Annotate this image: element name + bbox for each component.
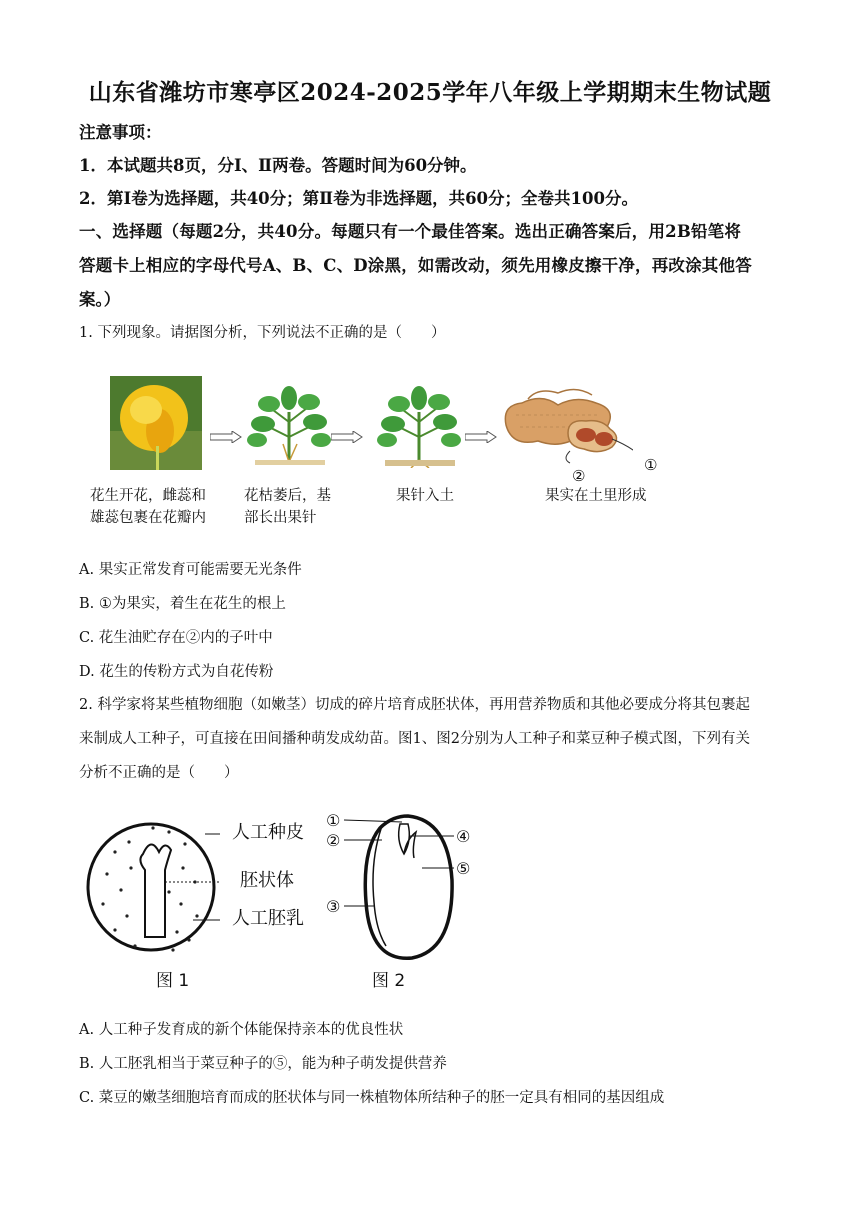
page-title: 山东省潍坊市寒亭区2024-2025学年八年级上学期期末生物试题 — [88, 79, 772, 106]
caption-2b: 部长出果针 — [244, 510, 317, 526]
q1-stem: 1. 下列现象。请据图分析，下列说法不正确的是（ ） — [79, 325, 446, 341]
q2-stem-2: 来制成人工种子，可直接在田间播种萌发成幼苗。图1、图2分别为人工种子和菜豆种子模式图，下列有关 — [79, 731, 750, 747]
bean-seed-diagram — [326, 810, 476, 974]
peanut-plant-image — [245, 382, 333, 472]
caption-4: 果实在土里形成 — [545, 488, 647, 504]
section-1-line-2: 答题卡上相应的字母代号A、B、C、D涂黑，如需改动，须先用橡皮擦干净，再改涂其他答 — [79, 256, 752, 275]
fig2-label-2: ② — [326, 831, 341, 850]
fig2-label-1: ① — [326, 811, 341, 830]
figure-2-caption: 图 2 — [372, 971, 406, 991]
label-embryoid: 胚状体 — [240, 870, 294, 891]
caption-2a: 花枯萎后，基 — [244, 488, 331, 504]
arrow-icon — [210, 428, 242, 447]
fig2-label-5: ⑤ — [456, 859, 471, 878]
peanut-flower-image — [110, 376, 202, 470]
peanut-plant-peg-image — [375, 382, 463, 472]
notes-item-2: 2．第Ⅰ卷为选择题，共40分；第Ⅱ卷为非选择题，共60分；全卷共100分。 — [79, 189, 638, 208]
fig2-label-3: ③ — [326, 897, 341, 916]
label-1: ① — [644, 456, 658, 474]
notes-item-1: 1．本试题共8页，分Ⅰ、Ⅱ两卷。答题时间为60分钟。 — [79, 156, 477, 175]
label-artificial-seed-coat: 人工种皮 — [232, 822, 304, 843]
caption-3: 果针入土 — [396, 488, 454, 504]
caption-1b: 雄蕊包裹在花瓣内 — [90, 510, 206, 526]
label-2: ② — [572, 467, 586, 485]
q1-option-d: D. 花生的传粉方式为自花传粉 — [79, 664, 274, 680]
q2-option-a: A. 人工种子发育成的新个体能保持亲本的优良性状 — [79, 1022, 404, 1038]
notes-heading: 注意事项： — [79, 123, 162, 142]
arrow-icon — [331, 428, 363, 447]
q2-stem-1: 2. 科学家将某些植物细胞（如嫩茎）切成的碎片培育成胚状体，再用营养物质和其他必要成分将其包裹起 — [79, 697, 750, 713]
section-1-line-1: 一、选择题（每题2分，共40分。每题只有一个最佳答案。选出正确答案后，用2B铅笔将 — [79, 222, 742, 241]
arrow-icon — [465, 428, 497, 447]
q2-option-b: B. 人工胚乳相当于菜豆种子的⑤，能为种子萌发提供营养 — [79, 1056, 447, 1072]
section-1-line-3: 案。） — [79, 290, 121, 309]
q1-option-a: A. 果实正常发育可能需要无光条件 — [79, 562, 302, 578]
artificial-seed-diagram — [85, 812, 220, 966]
q1-option-b: B. ①为果实，着生在花生的根上 — [79, 596, 286, 612]
peanut-fruit-image — [498, 385, 633, 479]
fig2-label-4: ④ — [456, 827, 471, 846]
q2-option-c: C. 菜豆的嫩茎细胞培育而成的胚状体与同一株植物体所结种子的胚一定具有相同的基因组成 — [79, 1090, 665, 1106]
q2-stem-3: 分析不正确的是（ ） — [79, 765, 239, 781]
figure-1-caption: 图 1 — [156, 971, 190, 991]
label-artificial-endosperm: 人工胚乳 — [232, 908, 304, 929]
caption-1a: 花生开花，雌蕊和 — [90, 488, 206, 504]
q1-option-c: C. 花生油贮存在②内的子叶中 — [79, 630, 273, 646]
